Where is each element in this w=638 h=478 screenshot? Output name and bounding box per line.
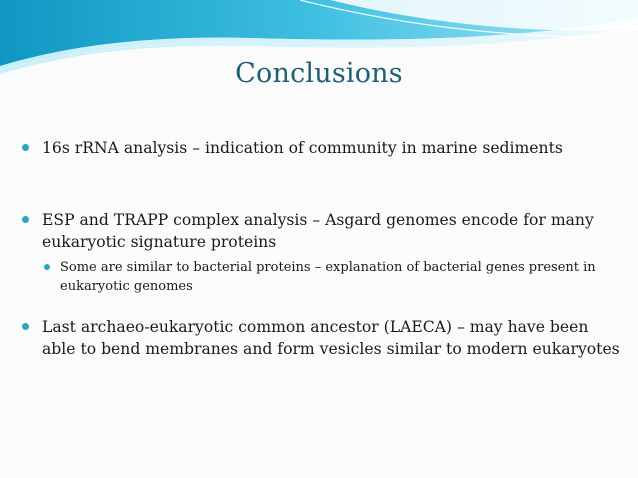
- bullet-item: [22, 137, 622, 159]
- slide-title: Conclusions: [235, 58, 403, 89]
- bullet-dot-icon: [22, 144, 29, 151]
- bullet-text: Last archaeo-eukaryotic common ancestor (LAECA) – may have been able to bend membranes and form vesicles similar to modern eukaryotes: [42, 318, 620, 358]
- bullet-item: [22, 316, 622, 360]
- bullet-dot-icon: [22, 216, 29, 223]
- bullet-text: ESP and TRAPP complex analysis – Asgard genomes encode for many eukaryotic signature proteins: [42, 211, 594, 251]
- bullet-dot-icon: [22, 323, 29, 330]
- sub-bullet-dot-icon: [44, 264, 50, 270]
- sub-bullet-text: Some are similar to bacterial proteins – explanation of bacterial genes present in eukaryotic genomes: [60, 260, 596, 294]
- sub-bullet-item: [44, 258, 622, 296]
- bullet-list: [22, 137, 622, 360]
- bullet-item: [22, 209, 622, 253]
- bullet-text: 16s rRNA analysis – indication of community in marine sediments: [42, 139, 563, 157]
